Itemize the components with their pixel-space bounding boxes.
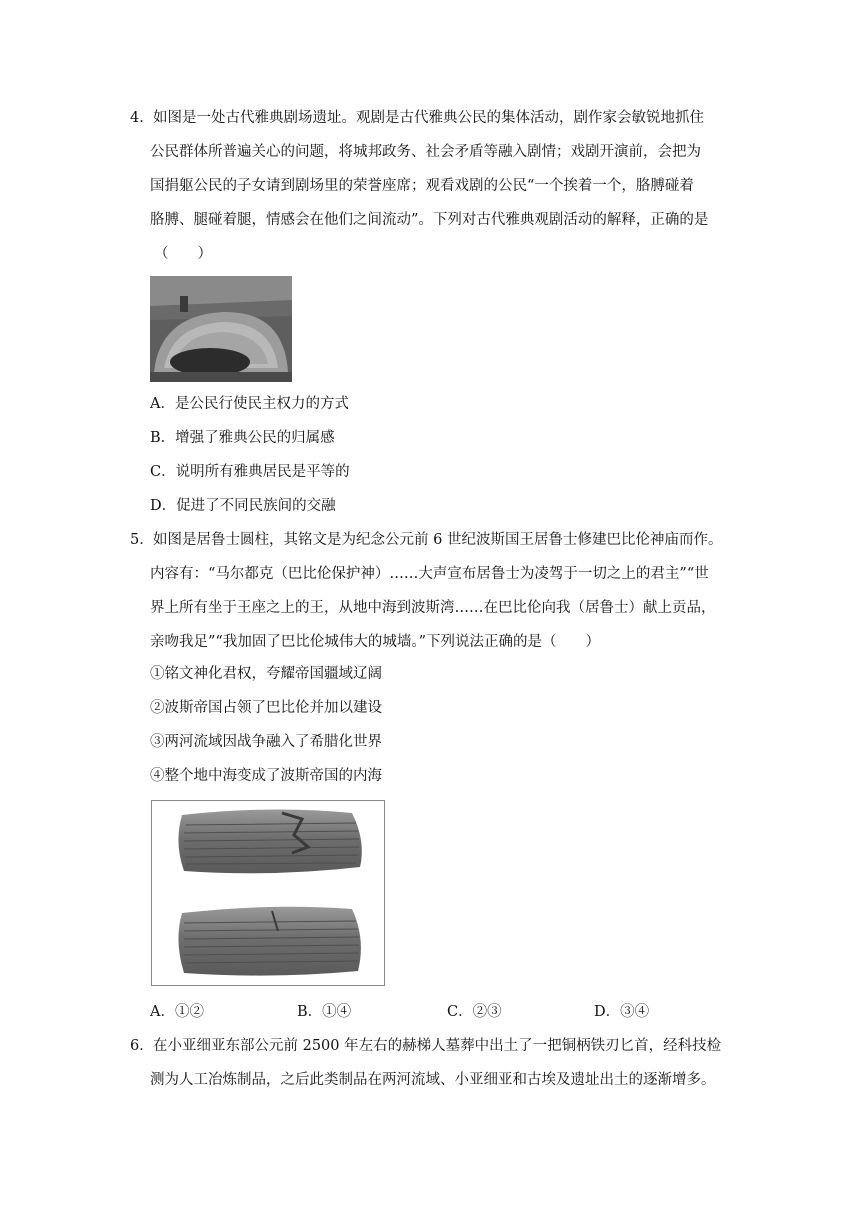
q5-statement-2: ②波斯帝国占领了巴比伦并加以建设 — [150, 700, 382, 716]
q4-option-b: B．增强了雅典公民的归属感 — [150, 430, 335, 446]
q5-option-c: C．②③ — [447, 1004, 502, 1020]
q4-option-c: C．说明所有雅典居民是平等的 — [150, 464, 350, 480]
cylinder-top — [178, 809, 361, 873]
q6-stem-line-1: 在小亚细亚东部公元前 2500 年左右的赫梯人墓葬中出土了一把铜柄铁刃匕首，经科技检 — [153, 1038, 722, 1054]
theater-ruins-photo — [150, 276, 292, 382]
q5-statement-4: ④整个地中海变成了波斯帝国的内海 — [150, 768, 382, 784]
q4-stem-line-3: 国捐躯公民的子女请到剧场里的荣誉座席；观看戏剧的公民“一个挨着一个，胳膊碰着 — [150, 178, 694, 194]
q4-option-a: A．是公民行使民主权力的方式 — [150, 396, 349, 412]
q6-number: 6． — [130, 1038, 154, 1054]
q4-stem-line-4: 胳膊、腿碰着腿，情感会在他们之间流动”。下列对古代雅典观剧活动的解释，正确的是 — [150, 212, 709, 228]
q5-number: 5． — [130, 532, 154, 548]
q6-stem-line-2: 测为人工冶炼制品，之后此类制品在两河流域、小亚细亚和古埃及遗址出土的逐渐增多。 — [150, 1072, 716, 1088]
q4-answer-blank: （ ） — [154, 246, 212, 262]
q5-option-b: B．①④ — [297, 1004, 352, 1020]
q5-option-d: D．③④ — [594, 1004, 650, 1020]
q5-statement-3: ③两河流域因战争融入了希腊化世界 — [150, 734, 382, 750]
q5-stem-line-2: 内容有：“马尔都克（巴比伦保护神）……大声宣布居鲁士为凌驾于一切之上的君主”“世 — [150, 566, 709, 582]
q4-stem-line-1: 如图是一处古代雅典剧场遗址。观剧是古代雅典公民的集体活动，剧作家会敏锐地抓住 — [153, 110, 704, 126]
q4-number: 4． — [130, 110, 154, 126]
q5-stem-line-1: 如图是居鲁士圆柱，其铭文是为纪念公元前 6 世纪波斯国王居鲁士修建巴比伦神庙而作。 — [153, 532, 723, 548]
q5-stem-line-3: 界上所有坐于王座之上的王，从地中海到波斯湾……在巴比伦向我（居鲁士）献上贡品， — [150, 600, 716, 616]
q5-option-a: A．①② — [150, 1004, 204, 1020]
q4-stem-line-2: 公民群体所普遍关心的问题，将城邦政务、社会矛盾等融入剧情；戏剧开演前，会把为 — [150, 144, 701, 160]
q4-option-d: D．促进了不同民族间的交融 — [150, 498, 336, 514]
cylinder-bottom — [178, 907, 360, 976]
cyrus-cylinder-photo — [151, 800, 385, 986]
q5-statement-1: ①铭文神化君权，夸耀帝国疆域辽阔 — [150, 666, 382, 682]
q5-stem-line-4: 亲吻我足”“我加固了巴比伦城伟大的城墙。”下列说法正确的是（ ） — [150, 634, 600, 650]
